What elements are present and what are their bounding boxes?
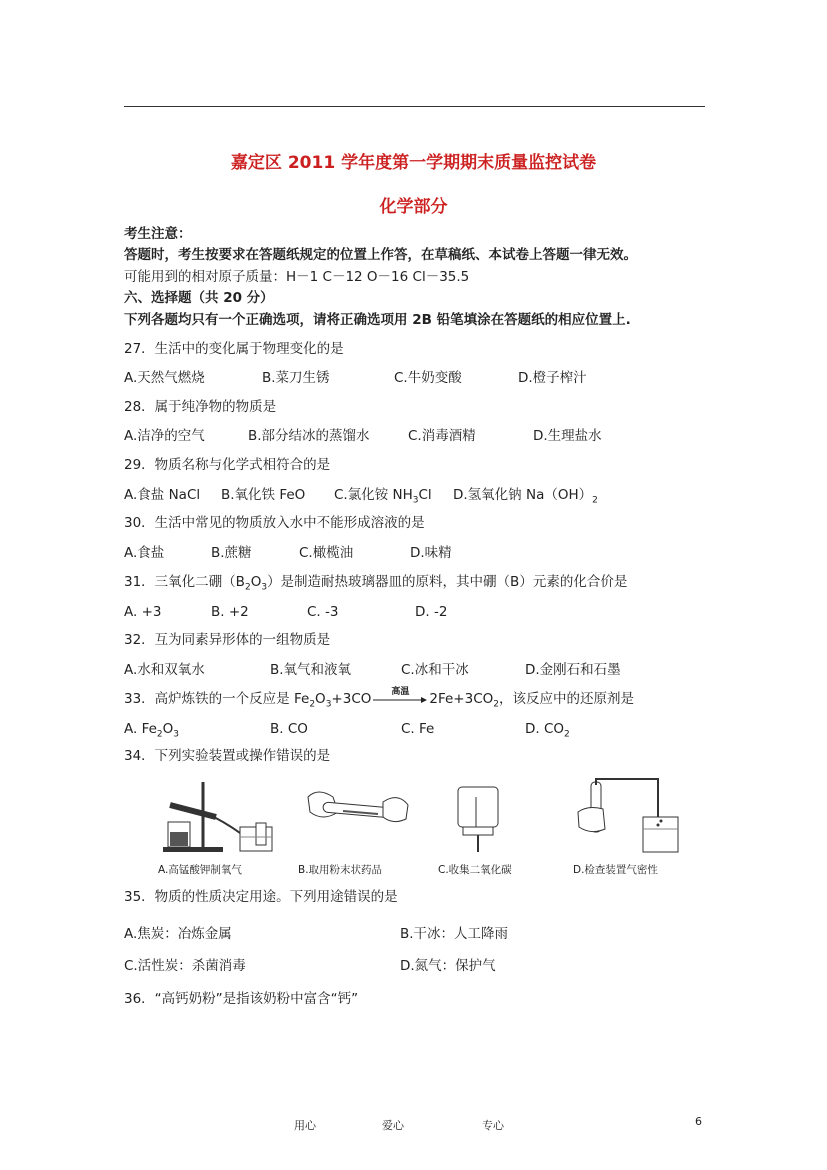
q32-option-d: D.金刚石和石墨 xyxy=(525,662,621,678)
co2-collection-illustration xyxy=(438,777,558,857)
q35-option-b: B.干冰：人工降雨 xyxy=(400,926,509,942)
powder-test-tube-illustration xyxy=(298,777,418,857)
q28-option-d: D.生理盐水 xyxy=(533,428,602,444)
section-instruction: 下列各题均只有一个正确选项，请将正确选项用 2B 铅笔填涂在答题纸的相应位置上. xyxy=(124,312,631,328)
footer-text-1: 用心 xyxy=(294,1119,316,1132)
figure-d xyxy=(573,777,693,877)
q27-option-b: B.菜刀生锈 xyxy=(262,370,330,386)
q30-option-c: C.橄榄油 xyxy=(299,545,354,561)
header-rule xyxy=(124,106,705,107)
q35-option-d: D.氮气：保护气 xyxy=(400,958,496,974)
q27-option-c: C.牛奶变酸 xyxy=(394,370,462,386)
q31-option-c: C. -3 xyxy=(307,604,339,620)
figure-a-caption: A.高锰酸钾制氧气 xyxy=(158,864,242,876)
question-32-stem: 32．互为同素异形体的一组物质是 xyxy=(124,632,331,648)
q29-option-b: B.氧化铁 FeO xyxy=(221,487,306,503)
oxygen-apparatus-illustration xyxy=(158,777,278,857)
section-heading: 六、选择题（共 20 分） xyxy=(124,290,274,306)
page-title: 嘉定区 2011 学年度第一学期期末质量监控试卷 xyxy=(230,153,597,173)
q33-option-a: A. $Fe_2O_3$ xyxy=(124,721,180,740)
q32-option-b: B.氧气和液氧 xyxy=(270,662,352,678)
question-33-stem: 33．高炉炼铁的一个反应是 $Fe_2O_3+3CO$ 高温 $2Fe+3CO_2$，该反应中的还原剂是 xyxy=(124,690,634,714)
q33-option-b: B. CO xyxy=(270,721,308,737)
question-34-stem: 34．下列实验装置或操作错误的是 xyxy=(124,748,331,764)
notice-line: 答题时，考生按要求在答题纸规定的位置上作答，在草稿纸、本试卷上答题一律无效。 xyxy=(124,247,637,263)
q34-figures xyxy=(148,777,668,877)
question-30-stem: 30．生活中常见的物质放入水中不能形成溶液的是 xyxy=(124,515,425,531)
q33-option-c: C. Fe xyxy=(401,721,435,737)
q30-option-b: B.蔗糖 xyxy=(211,545,252,561)
q35-option-a: A.焦炭：冶炼金属 xyxy=(124,926,232,942)
q33-option-d: D. $CO_2$ xyxy=(525,721,570,740)
reaction-arrow xyxy=(373,687,427,706)
question-35-stem: 35．物质的性质决定用途。下列用途错误的是 xyxy=(124,889,398,905)
q35-option-c: C.活性炭：杀菌消毒 xyxy=(124,958,246,974)
question-27-stem: 27．生活中的变化属于物理变化的是 xyxy=(124,341,344,357)
question-31-stem: 31．三氧化二硼$(B_2O_3)$是制造耐热玻璃器皿的原料，其中硼（B）元素的化合价是 xyxy=(124,574,628,593)
figure-c-caption: C.收集二氧化碳 xyxy=(438,864,512,876)
q29-option-c: C.氯化铵 $NH_3Cl$ xyxy=(334,487,432,506)
figure-a xyxy=(158,777,278,877)
q29-option-a: A.食盐 NaCl xyxy=(124,487,201,503)
q29-option-d: D.氢氧化钠 $Na(OH)_2$ xyxy=(453,487,598,506)
question-28-stem: 28．属于纯净物的物质是 xyxy=(124,399,277,415)
figure-b-caption: B.取用粉末状药品 xyxy=(298,864,383,876)
q32-option-a: A.水和双氧水 xyxy=(124,662,205,678)
page-number: 6 xyxy=(695,1115,702,1128)
q27-option-d: D.橙子榨汁 xyxy=(518,370,587,386)
question-29-stem: 29．物质名称与化学式相符合的是 xyxy=(124,457,331,473)
q32-option-c: C.冰和干冰 xyxy=(401,662,469,678)
q31-option-a: A. +3 xyxy=(124,604,162,620)
reaction-condition: 高温 xyxy=(391,687,410,697)
q27-option-a: A.天然气燃烧 xyxy=(124,370,205,386)
q31-option-b: B. +2 xyxy=(211,604,249,620)
q28-option-c: C.消毒酒精 xyxy=(408,428,476,444)
q28-option-a: A.洁净的空气 xyxy=(124,428,205,444)
q31-option-d: D. -2 xyxy=(415,604,448,620)
figure-b xyxy=(298,777,418,877)
q30-option-d: D.味精 xyxy=(410,545,452,561)
question-36-stem: 36．“高钙奶粉”是指该奶粉中富含“钙” xyxy=(124,991,359,1007)
figure-c xyxy=(438,777,558,877)
q28-option-b: B.部分结冰的蒸馏水 xyxy=(248,428,370,444)
q30-option-a: A.食盐 xyxy=(124,545,165,561)
footer-text-3: 专心 xyxy=(482,1119,504,1132)
airtightness-check-illustration xyxy=(573,777,693,857)
atomic-mass-line: 可能用到的相对原子质量：H－1 C－12 O－16 Cl－35.5 xyxy=(124,269,470,285)
page-subtitle: 化学部分 xyxy=(379,197,448,217)
footer-text-2: 爱心 xyxy=(382,1119,404,1132)
notice-heading: 考生注意： xyxy=(124,226,192,242)
figure-d-caption: D.检查装置气密性 xyxy=(573,864,658,876)
